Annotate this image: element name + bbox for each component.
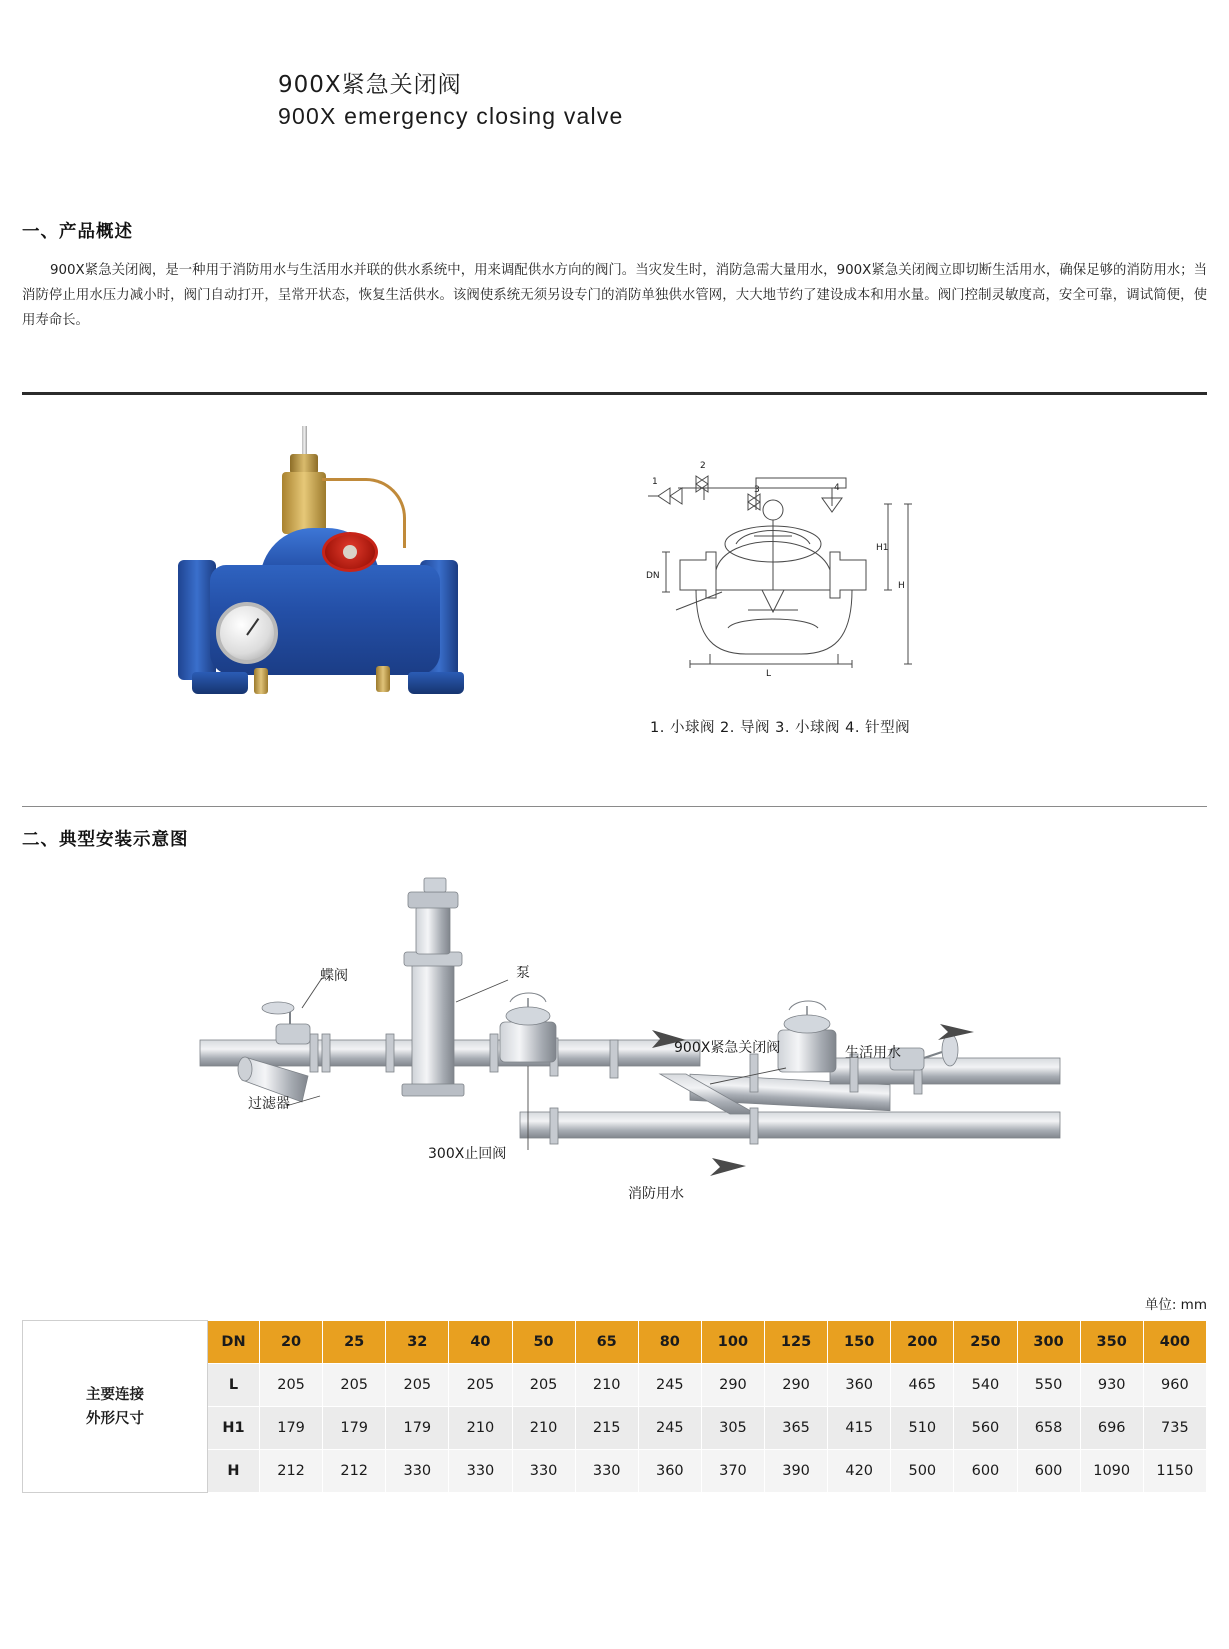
table-cell: 290: [765, 1364, 828, 1407]
table-cell: 179: [260, 1407, 323, 1450]
pilot-valve-body: [282, 472, 326, 534]
installation-diagram: [190, 862, 1070, 1282]
table-header-cell: 125: [765, 1321, 828, 1364]
table-cell: 390: [765, 1450, 828, 1493]
table-cell: 330: [386, 1450, 449, 1493]
table-cell: 212: [323, 1450, 386, 1493]
page-title-cn: 900X紧急关闭阀: [278, 72, 462, 98]
svg-text:DN: DN: [646, 571, 660, 581]
table-cell: 330: [575, 1450, 638, 1493]
table-cell: 658: [1017, 1407, 1080, 1450]
table-cell: 930: [1080, 1364, 1143, 1407]
table-header-cell: 32: [386, 1321, 449, 1364]
svg-text:H1: H1: [876, 543, 889, 553]
table-cell: 696: [1080, 1407, 1143, 1450]
table-cell: 330: [512, 1450, 575, 1493]
table-cell: 960: [1143, 1364, 1206, 1407]
table-cell: 420: [828, 1450, 891, 1493]
table-left-title-line1: 主要连接: [86, 1386, 144, 1403]
table-row-dn: [23, 1321, 1207, 1364]
table-cell: 330: [449, 1450, 512, 1493]
table-header-cell: 25: [323, 1321, 386, 1364]
svg-text:3: 3: [754, 485, 760, 495]
label-butterfly-valve: 蝶阀: [320, 968, 348, 984]
label-domestic-water: 生活用水: [845, 1045, 901, 1061]
table-header-cell: 400: [1143, 1321, 1206, 1364]
table-header-cell: 300: [1017, 1321, 1080, 1364]
svg-text:4: 4: [834, 483, 840, 493]
technical-drawing: [636, 440, 936, 710]
table-cell: 210: [512, 1407, 575, 1450]
pressure-gauge-icon: [216, 602, 278, 664]
label-pump: 泵: [516, 965, 530, 981]
installation-diagram-svg: [190, 862, 1070, 1282]
table-cell: 735: [1143, 1407, 1206, 1450]
table-cell: 365: [765, 1407, 828, 1450]
svg-text:L: L: [766, 669, 772, 679]
table-cell: 212: [260, 1450, 323, 1493]
handwheel-icon: [322, 532, 378, 572]
table-header-cell: 100: [701, 1321, 764, 1364]
svg-text:1: 1: [652, 477, 658, 487]
table-left-title-line2: 外形尺寸: [86, 1410, 144, 1427]
label-main-valve: 900X紧急关闭阀: [674, 1040, 781, 1056]
table-cell: 560: [954, 1407, 1017, 1450]
overview-paragraph: 900X紧急关闭阀，是一种用于消防用水与生活用水并联的供水系统中，用来调配供水方向的阀门。当灾发生时，消防急需大量用水，900X紧急关闭阀立即切断生活用水，确保足够的消防用水；当消防停止用水压力减小时，阀门自动打开，呈常开状态，恢复生活供水。该阀使系统无须另设专门的消防单独供水管网，大大地节约了建设成本和用水量。阀门控制灵敏度高，安全可靠，调试简便，使用寿命长。: [22, 263, 1207, 328]
table-cell: 215: [575, 1407, 638, 1450]
table-header-cell: 350: [1080, 1321, 1143, 1364]
table-left-title: [23, 1321, 208, 1493]
table-cell: 540: [954, 1364, 1017, 1407]
table-header-cell: 40: [449, 1321, 512, 1364]
product-photo: [150, 420, 550, 750]
table-cell: 210: [449, 1407, 512, 1450]
page-title-en: 900X emergency closing valve: [278, 103, 624, 129]
drain-port-right: [376, 666, 390, 692]
table-row-label: H: [208, 1450, 260, 1493]
table-cell: 245: [638, 1364, 701, 1407]
section-heading-installation: 二、典型安装示意图: [22, 830, 189, 850]
table-cell: 290: [701, 1364, 764, 1407]
svg-text:2: 2: [700, 461, 706, 471]
dimension-table: [22, 1320, 1207, 1493]
table-header-cell: 65: [575, 1321, 638, 1364]
label-fire-water: 消防用水: [628, 1186, 684, 1202]
table-cell: 465: [891, 1364, 954, 1407]
table-cell: 205: [386, 1364, 449, 1407]
table-cell: 305: [701, 1407, 764, 1450]
valve-foot-right: [408, 672, 464, 694]
table-cell: 360: [638, 1450, 701, 1493]
table-cell: 179: [386, 1407, 449, 1450]
section-heading-overview: 一、产品概述: [22, 222, 133, 242]
table-header-cell: 250: [954, 1321, 1017, 1364]
valve-stem: [302, 426, 307, 456]
table-row-label: L: [208, 1364, 260, 1407]
table-header-cell: 20: [260, 1321, 323, 1364]
table-cell: 205: [260, 1364, 323, 1407]
table-cell: 550: [1017, 1364, 1080, 1407]
divider-middle: [22, 806, 1207, 807]
table-cell: 205: [323, 1364, 386, 1407]
technical-drawing-caption: 1. 小球阀 2. 导阀 3. 小球阀 4. 针型阀: [650, 720, 911, 736]
table-cell: 179: [323, 1407, 386, 1450]
table-header-cell: 200: [891, 1321, 954, 1364]
table-cell: 205: [512, 1364, 575, 1407]
label-check-valve: 300X止回阀: [428, 1146, 507, 1162]
pilot-valve-cap: [290, 454, 318, 474]
table-header-cell: 50: [512, 1321, 575, 1364]
table-cell: 210: [575, 1364, 638, 1407]
technical-drawing-svg: [636, 440, 936, 710]
table-cell: 600: [954, 1450, 1017, 1493]
table-cell: 1090: [1080, 1450, 1143, 1493]
table-cell: 245: [638, 1407, 701, 1450]
table-cell: 370: [701, 1450, 764, 1493]
label-filter: 过滤器: [248, 1096, 290, 1112]
page-title: [278, 70, 624, 132]
divider-top: [22, 392, 1207, 395]
table-unit-note: 单位: mm: [1144, 1297, 1207, 1313]
table-cell: 500: [891, 1450, 954, 1493]
table-cell: 360: [828, 1364, 891, 1407]
valve-foot-left: [192, 672, 248, 694]
table-cell: 600: [1017, 1450, 1080, 1493]
table-header-cell: 80: [638, 1321, 701, 1364]
table-cell: 205: [449, 1364, 512, 1407]
table-header-cell: 150: [828, 1321, 891, 1364]
table-cell: 510: [891, 1407, 954, 1450]
svg-text:H: H: [898, 581, 905, 591]
table-row-label: H1: [208, 1407, 260, 1450]
table-cell: 415: [828, 1407, 891, 1450]
drain-port-left: [254, 668, 268, 694]
table-cell: 1150: [1143, 1450, 1206, 1493]
table-header-dn: DN: [208, 1321, 260, 1364]
